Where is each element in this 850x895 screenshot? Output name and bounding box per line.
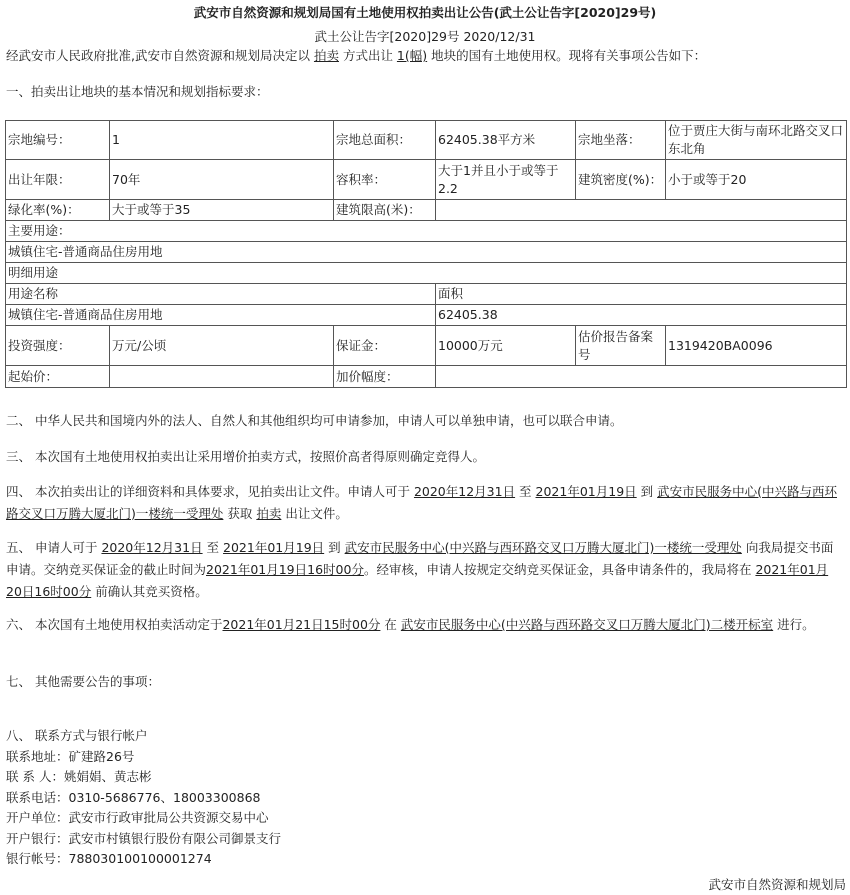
section5-confirm-time: 2021年01月20日16时00分 [6, 562, 829, 599]
section5-end-date: 2021年01月19日 [223, 540, 325, 555]
intro-text-2: 方式出让 [338, 48, 397, 63]
table-row [6, 305, 847, 326]
section5-paragraph [6, 537, 844, 603]
table-row [6, 242, 847, 263]
section6-text-3: 进行。 [773, 617, 815, 632]
contact-address: 联系地址：矿建路26号 [6, 748, 135, 764]
main-use-label: 主要用途： [6, 221, 847, 242]
section5-text-4: 向我局提交书面申请。交纳竞买保证金的截止时间为 [6, 540, 834, 577]
section7-paragraph: 七、 其他需要公告的事项： [6, 674, 160, 689]
detail-use-label: 明细用途 [6, 263, 847, 284]
section4-text-3: 到 [636, 484, 658, 499]
section4-text-4: 获取 [223, 506, 257, 521]
section3-paragraph: 三、 本次国有土地使用权拍卖出让采用增价拍卖方式，按照价高者得原则确定竞得人。 [6, 449, 485, 464]
table-cell [436, 366, 847, 388]
intro-paragraph [6, 45, 844, 67]
account-number: 银行帐号：788030100100001274 [6, 851, 212, 866]
section5-text-3: 到 [324, 540, 345, 555]
table-cell: 位于贾庄大街与南环北路交叉口东北角 [666, 121, 847, 160]
table-row [6, 284, 847, 305]
table-row [6, 121, 847, 160]
section6-text: 六、 本次国有土地使用权拍卖活动定于 [6, 617, 223, 632]
table-cell: 加价幅度： [334, 366, 436, 388]
section6-auction-time: 2021年01月21日15时00分 [222, 617, 381, 632]
section5-text-6: 前确认其竞买资格。 [91, 584, 208, 599]
table-cell [436, 200, 847, 221]
table-row [6, 263, 847, 284]
section4-start-date: 2020年12月31日 [413, 484, 516, 499]
table-cell: 绿化率(%)： [6, 200, 110, 221]
table-cell: 大于1并且小于或等于2.2 [436, 160, 576, 200]
table-cell: 宗地编号： [6, 121, 110, 160]
section5-deposit-deadline: 2021年01月19日16时00分 [206, 562, 364, 577]
section5-text: 五、 申请人可于 [6, 540, 102, 555]
table-cell: 62405.38平方米 [436, 121, 576, 160]
table-cell: 70年 [110, 160, 334, 200]
detail-head-use: 用途名称 [6, 284, 436, 305]
intro-text-3: 地块的国有土地使用权。现将有关事项公告如下： [427, 48, 707, 63]
table-cell: 出让年限： [6, 160, 110, 200]
table-cell: 起始价： [6, 366, 110, 388]
section4-text-5: 出让文件。 [281, 506, 348, 521]
table-cell: 10000万元 [436, 326, 576, 366]
section2-paragraph: 二、 中华人民共和国境内外的法人、自然人和其他组织均可申请参加，申请人可以单独申请，也可以联合申请。 [6, 413, 623, 428]
detail-head-area: 面积 [436, 284, 847, 305]
page-title: 武安市自然资源和规划局国有土地使用权拍卖出让公告(武土公让告字[2020]29号) [193, 5, 657, 20]
table-row [6, 160, 847, 200]
announcement-number-date: 武土公让告字[2020]29号 2020/12/31 [314, 29, 536, 44]
table-cell: 投资强度： [6, 326, 110, 366]
section4-end-date: 2021年01月19日 [535, 484, 637, 499]
table-row [6, 200, 847, 221]
section4-text: 四、 本次拍卖出让的详细资料和具体要求，见拍卖出让文件。申请人可于 [6, 484, 414, 499]
section6-paragraph [6, 614, 844, 636]
table-cell: 建筑限高(米)： [334, 200, 436, 221]
table-row [6, 366, 847, 388]
contact-persons: 联 系 人：姚娟娟、黄志彬 [6, 769, 152, 784]
intro-method: 拍卖 [313, 48, 339, 63]
table-row [6, 326, 847, 366]
table-cell: 小于或等于20 [666, 160, 847, 200]
table-cell: 万元/公顷 [110, 326, 334, 366]
parcel-info-table [5, 120, 847, 388]
table-cell: 大于或等于35 [110, 200, 334, 221]
intro-parcel-count: 1(幅) [396, 48, 428, 63]
detail-use-name: 城镇住宅-普通商品住房用地 [6, 305, 436, 326]
section4-text-2: 至 [515, 484, 536, 499]
account-bank: 开户银行：武安市村镇银行股份有限公司御景支行 [6, 830, 282, 846]
section4-paragraph [6, 481, 844, 525]
table-cell [110, 366, 334, 388]
table-cell: 宗地坐落： [576, 121, 666, 160]
section1-heading: 一、拍卖出让地块的基本情况和规划指标要求： [6, 84, 269, 99]
section5-text-5: 。经审核，申请人按规定交纳竞买保证金，具备申请条件的，我局将在 [363, 562, 756, 577]
section6-text-2: 在 [380, 617, 401, 632]
detail-use-area: 62405.38 [436, 305, 847, 326]
section5-text-2: 至 [202, 540, 224, 555]
main-use-value: 城镇住宅-普通商品住房用地 [6, 242, 847, 263]
contact-block [6, 726, 281, 870]
table-cell: 估价报告备案号 [576, 326, 666, 366]
table-cell: 容积率： [334, 160, 436, 200]
section6-place: 武安市民服务中心(中兴路与西环路交叉口万腾大厦北门)二楼开标室 [400, 617, 774, 632]
table-cell: 宗地总面积： [334, 121, 436, 160]
contact-phone: 联系电话：0310-5686776、18003300868 [6, 789, 261, 805]
section5-place: 武安市民服务中心(中兴路与西环路交叉口万腾大厦北门)一楼统一受理处 [344, 540, 742, 555]
intro-text: 经武安市人民政府批准,武安市自然资源和规划局决定以 [6, 48, 314, 63]
table-row [6, 221, 847, 242]
account-unit: 开户单位：武安市行政审批局公共资源交易中心 [6, 810, 269, 825]
table-cell: 1319420BA0096 [666, 326, 847, 366]
section5-start-date: 2020年12月31日 [101, 540, 203, 555]
table-cell: 1 [110, 121, 334, 160]
table-cell: 保证金： [334, 326, 436, 366]
issuer-signature: 武安市自然资源和规划局 [708, 877, 846, 892]
section4-place: 武安市民服务中心(中兴路与西环路交叉口万腾大厦北门)一楼统一受理处 [6, 484, 837, 521]
contact-heading: 八、 联系方式与银行帐户 [6, 728, 148, 743]
section4-method: 拍卖 [256, 506, 282, 521]
table-cell: 建筑密度(%)： [576, 160, 666, 200]
